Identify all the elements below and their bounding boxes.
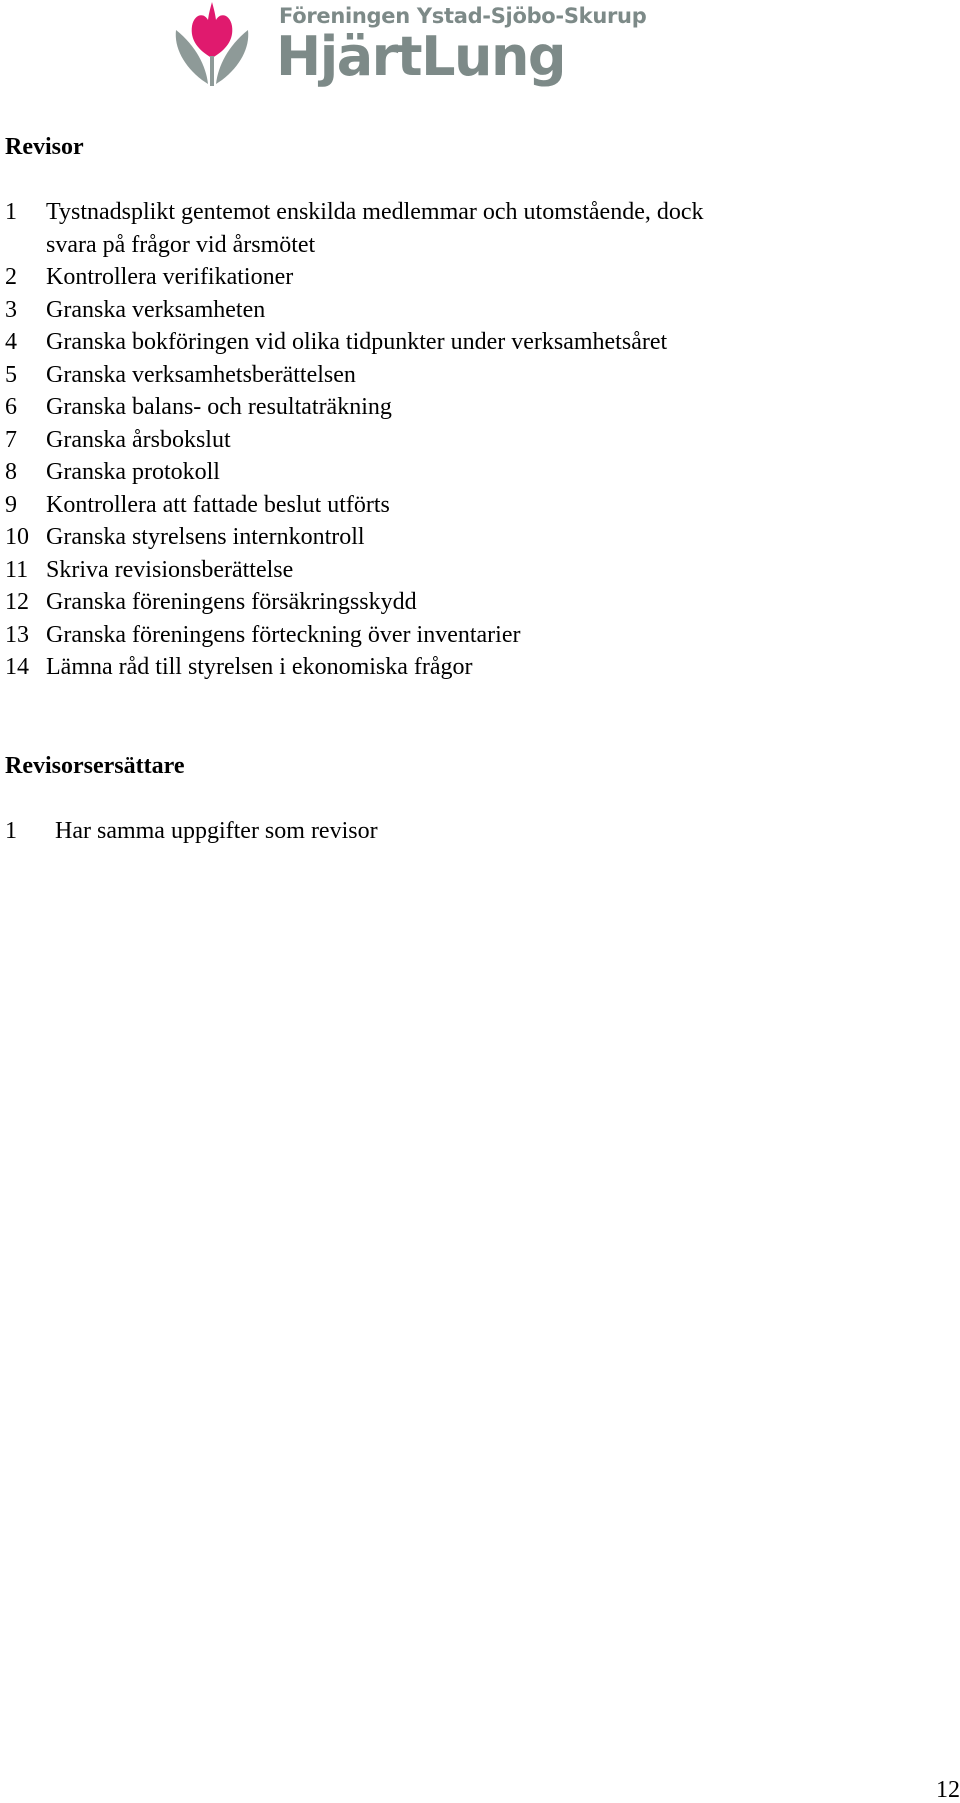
list-item: [5, 521, 704, 554]
logo-subtitle: Föreningen Ystad-Sjöbo-Skurup: [279, 4, 647, 28]
page-number: 12: [936, 1777, 960, 1803]
list-item: [5, 196, 704, 261]
revisor-duties-list: [5, 196, 704, 684]
item-text-line: Granska balans- och resultaträkning: [46, 394, 392, 420]
list-item: [5, 619, 704, 652]
item-text-line: Tystnadsplikt gentemot enskilda medlemmar och utomstående, dock: [46, 199, 704, 225]
organization-logo: [172, 0, 647, 100]
list-item: [5, 651, 704, 684]
item-text-line: Granska verksamheten: [46, 296, 266, 323]
item-text-line: Granska bokföringen vid olika tidpunkter under verksamhetsåret: [46, 329, 668, 355]
item-text-line: svara på frågor vid årsmötet: [46, 231, 316, 258]
item-text-line: Granska årsbokslut: [46, 426, 231, 453]
item-text-line: Granska föreningens försäkringsskydd: [46, 589, 417, 615]
item-number: 5: [5, 361, 17, 388]
revisorsersattare-duties-list: [5, 815, 378, 848]
list-item: [5, 326, 704, 359]
item-text-line: Granska styrelsens internkontroll: [46, 524, 365, 550]
list-item: [5, 359, 704, 392]
item-number: 2: [5, 264, 17, 290]
list-item: [5, 424, 704, 457]
item-text-line: Lämna råd till styrelsen i ekonomiska frågor: [46, 654, 473, 680]
item-number: 14: [5, 654, 29, 680]
item-text-line: Har samma uppgifter som revisor: [55, 818, 378, 844]
item-number: 1: [5, 818, 17, 844]
list-item: [5, 294, 704, 327]
list-item: [5, 489, 704, 522]
tulip-heart-icon: [172, 0, 252, 90]
item-text-line: Granska protokoll: [46, 459, 220, 485]
section-heading-revisorsersattare: Revisorsersättare: [5, 753, 185, 779]
item-text-line: Granska föreningens förteckning över inventarier: [46, 621, 521, 648]
list-item: [5, 554, 704, 587]
list-item: [5, 456, 704, 489]
item-text-line: Kontrollera verifikationer: [46, 264, 294, 290]
logo-name: HjärtLung: [276, 25, 566, 88]
item-number: 7: [5, 426, 17, 453]
list-item: [5, 391, 704, 424]
item-number: 11: [5, 556, 29, 583]
list-item: [5, 815, 378, 848]
item-number: 13: [5, 621, 29, 648]
item-text-line: Skriva revisionsberättelse: [46, 556, 294, 583]
item-number: 9: [5, 491, 17, 518]
list-item: [5, 261, 704, 294]
item-number: 12: [5, 589, 29, 615]
item-text-line: Granska verksamhetsberättelsen: [46, 361, 356, 388]
item-text-line: Kontrollera att fattade beslut utförts: [46, 491, 390, 518]
item-number: 3: [5, 296, 17, 323]
item-number: 6: [5, 394, 17, 420]
section-heading-revisor: Revisor: [5, 134, 84, 160]
list-item: [5, 586, 704, 619]
item-number: 1: [5, 199, 17, 225]
item-number: 10: [5, 524, 29, 550]
item-number: 8: [5, 459, 17, 485]
item-number: 4: [5, 329, 17, 355]
